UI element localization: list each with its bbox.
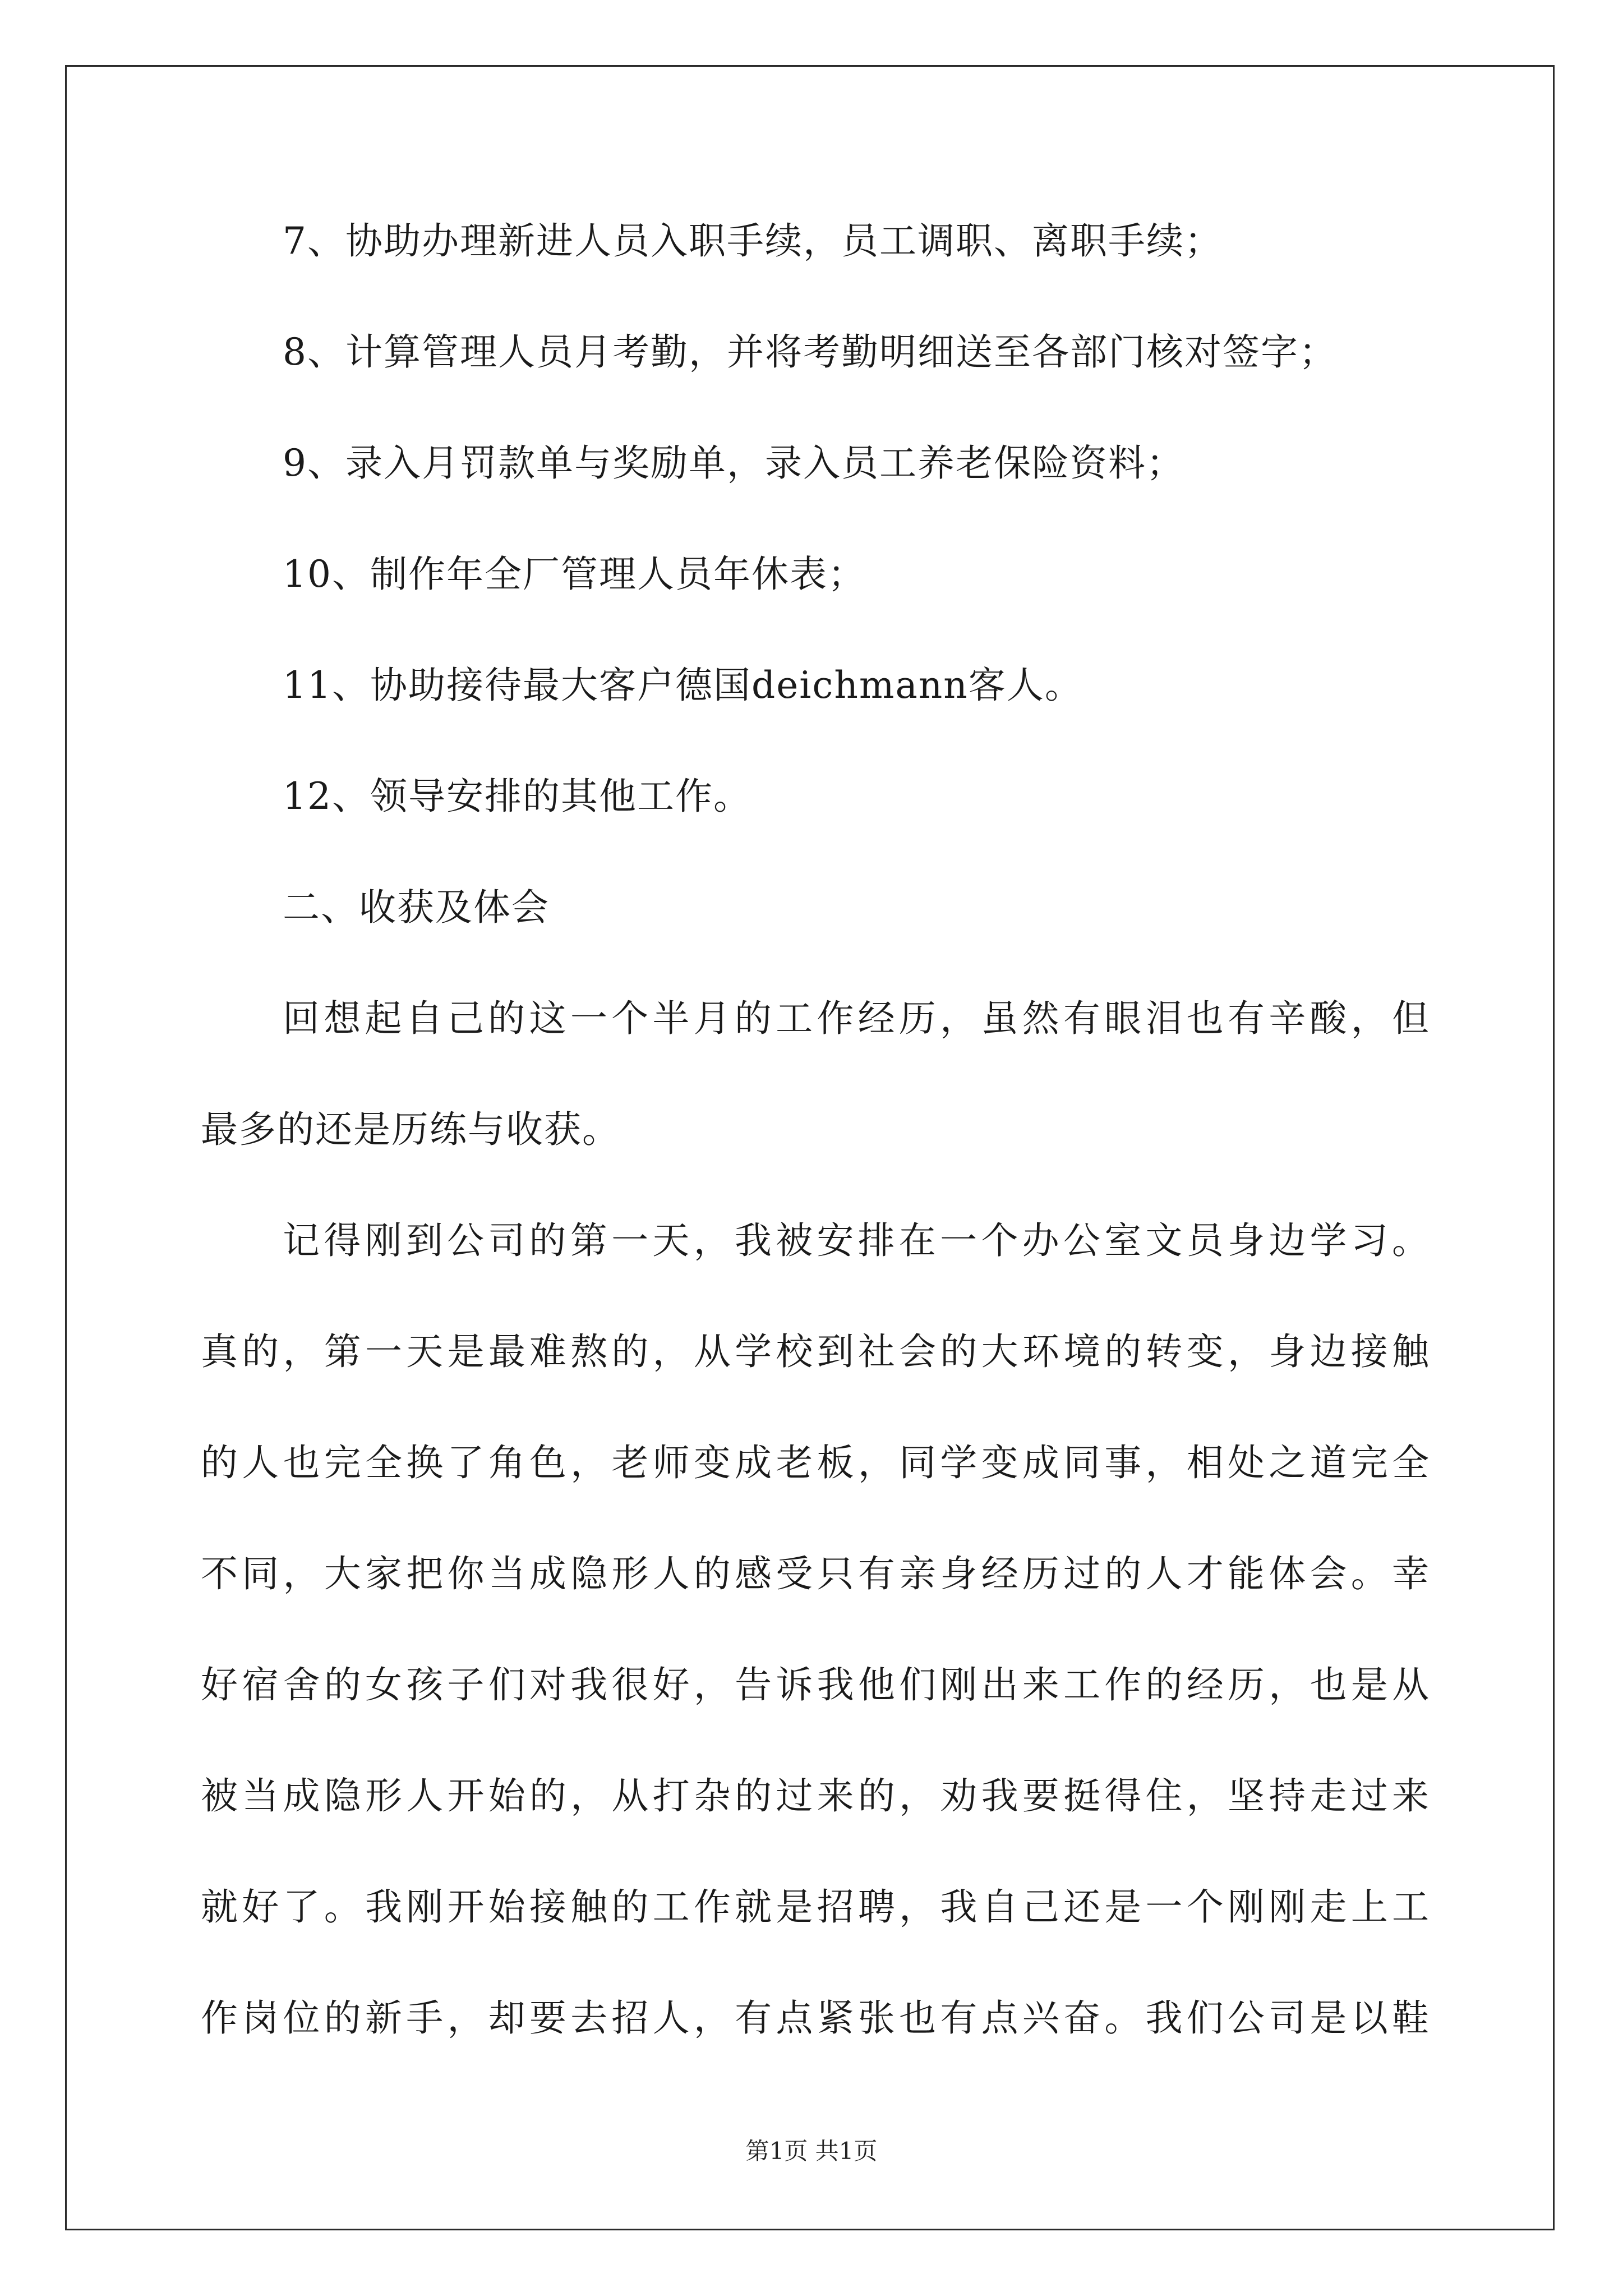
paragraph-line: 的人也完全换了角色，老师变成老板，同学变成同事，相处之道完全 (201, 1441, 1429, 1484)
paragraph-line: 最多的还是历练与收获。 (201, 1108, 620, 1151)
paragraph-line: 回想起自己的这一个半月的工作经历，虽然有眼泪也有辛酸，但 (283, 997, 1429, 1040)
section-heading: 二、收获及体会 (283, 886, 550, 929)
list-item: 11、协助接待最大客户德国deichmann客人。 (283, 664, 1083, 707)
paragraph-line: 记得刚到公司的第一天，我被安排在一个办公室文员身边学习。 (283, 1219, 1429, 1262)
list-item: 9、录入月罚款单与奖励单，录入员工养老保险资料； (283, 441, 1184, 485)
paragraph-line: 作岗位的新手，却要去招人，有点紧张也有点兴奋。我们公司是以鞋 (201, 1996, 1429, 2040)
paragraph-line: 被当成隐形人开始的，从打杂的过来的，劝我要挺得住，坚持走过来 (201, 1774, 1429, 1818)
page-number-footer: 第1页 共1页 (745, 2137, 878, 2165)
paragraph-line: 就好了。我刚开始接触的工作就是招聘，我自己还是一个刚刚走上工 (201, 1885, 1429, 1929)
paragraph-line: 好宿舍的女孩子们对我很好，告诉我他们刚出来工作的经历，也是从 (201, 1663, 1429, 1706)
list-item: 10、制作年全厂管理人员年休表； (283, 553, 866, 596)
list-item: 7、协助办理新进人员入职手续，员工调职、离职手续； (283, 219, 1223, 263)
list-item: 12、领导安排的其他工作。 (283, 775, 751, 818)
paragraph-line: 真的，第一天是最难熬的，从学校到社会的大环境的转变，身边接触 (201, 1330, 1429, 1373)
list-item: 8、计算管理人员月考勤，并将考勤明细送至各部门核对签字； (283, 330, 1337, 374)
paragraph-line: 不同，大家把你当成隐形人的感受只有亲身经历过的人才能体会。幸 (201, 1552, 1429, 1595)
